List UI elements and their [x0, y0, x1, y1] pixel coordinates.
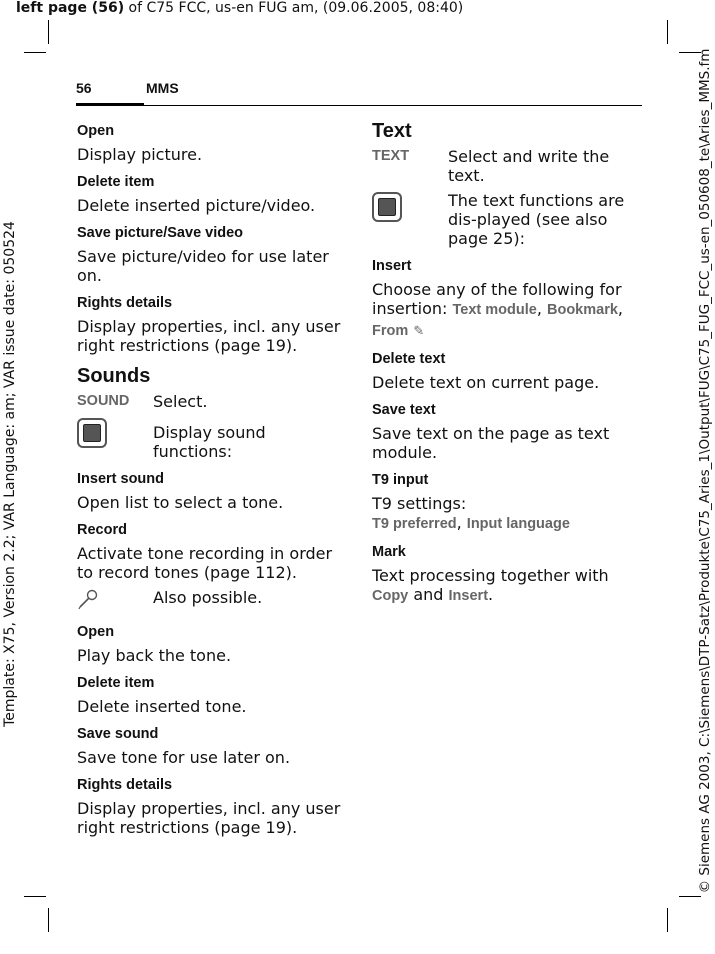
navigation-key-icon: [372, 192, 402, 222]
crop-mark: [679, 896, 701, 897]
softkey-label: SOUND: [77, 393, 130, 409]
section-heading-sounds: Sounds: [77, 365, 151, 387]
print-header-bold: left page (56): [16, 0, 125, 16]
item-text: T9 settings: T9 preferred, Input language: [372, 494, 570, 532]
option-text-module: Text module: [452, 302, 537, 318]
item-title: Record: [77, 522, 127, 538]
item-title: Open: [77, 624, 115, 640]
template-info-text: Template: X75, Version 2.2; VAR Language: am; VAR issue date: 050524: [2, 221, 18, 727]
page-title: MMS: [146, 80, 179, 96]
softkey-text: Select.: [153, 392, 208, 411]
item-title: Rights details: [77, 295, 173, 311]
print-header: [16, 0, 463, 16]
header-rule: [144, 105, 642, 106]
item-text: Delete inserted picture/video.: [77, 196, 316, 215]
navkey-text: Display sound functions:: [153, 423, 266, 461]
navkey-row: [77, 417, 342, 461]
item-text: Delete inserted tone.: [77, 697, 247, 716]
item-text: Display properties, incl. any user right restrictions (page 19).: [77, 799, 341, 837]
page-header: [76, 80, 642, 106]
crop-mark: [48, 20, 49, 44]
option-bookmark: Bookmark: [546, 302, 618, 318]
pen-icon: ✎: [413, 324, 425, 339]
navkey-text: The text functions are dis-played (see also page 25):: [448, 191, 625, 248]
crop-mark: [24, 896, 46, 897]
item-title: Save picture/Save video: [77, 225, 244, 241]
option-input-language: Input language: [466, 516, 570, 532]
softkey-text: Select and write the text.: [448, 147, 610, 185]
item-text: Play back the tone.: [77, 646, 232, 665]
option-t9-preferred: T9 preferred: [372, 516, 457, 532]
item-text: Display properties, incl. any user right restrictions (page 19).: [77, 317, 341, 355]
crop-mark: [48, 908, 49, 932]
crop-mark: [24, 52, 46, 53]
option-insert: Insert: [448, 588, 489, 604]
right-column: [372, 122, 642, 606]
item-title: Delete item: [77, 675, 155, 691]
section-heading-text: Text: [372, 120, 412, 142]
header-rule-thick: [76, 103, 144, 106]
item-title: T9 input: [372, 472, 429, 488]
print-header-rest: of C75 FCC, us-en FUG am, (09.06.2005, 08:40): [124, 0, 464, 16]
item-text: Display picture.: [77, 145, 203, 164]
softkey-label: TEXT: [372, 148, 410, 164]
item-title: Delete text: [372, 351, 446, 367]
item-title: Open: [77, 123, 115, 139]
mark-text: Text processing together with: [372, 566, 609, 585]
item-text: Text processing together with Copy and Insert.: [372, 566, 609, 604]
item-title: Save text: [372, 402, 436, 418]
file-path-text: © Siemens AG 2003, C:\Siemens\DTP-Satz\Produkte\C75_Aries_1\Output\FUG\C75_FUG_FCC_us-en_050608_te\Aries_MMS.fm: [697, 48, 713, 894]
item-text: Open list to select a tone.: [77, 493, 284, 512]
item-title: Insert: [372, 258, 412, 274]
item-text: Choose any of the following for insertion: Text module, Bookmark, From ✎: [372, 280, 623, 339]
microphone-row: [77, 588, 342, 614]
crop-mark: [667, 20, 668, 44]
left-column: [77, 122, 342, 837]
item-title: Delete item: [77, 174, 155, 190]
item-text: Delete text on current page.: [372, 373, 600, 392]
crop-mark: [667, 908, 668, 932]
softkey-row: [372, 147, 642, 185]
microphone-icon: [77, 588, 99, 610]
insert-text: Choose any of the following for insertion:: [372, 280, 622, 318]
navigation-key-icon: [77, 418, 107, 448]
option-copy: Copy: [372, 588, 409, 604]
item-text: Save tone for use later on.: [77, 748, 291, 767]
item-text: Save picture/video for use later on.: [77, 247, 329, 285]
navkey-row: [372, 191, 642, 248]
t9-text: T9 settings:: [372, 494, 467, 513]
option-from: From: [372, 323, 409, 339]
page-number: 56: [76, 80, 92, 96]
item-text: Activate tone recording in order to record tones (page 112).: [77, 544, 333, 582]
item-title: Mark: [372, 544, 406, 560]
item-title: Insert sound: [77, 471, 165, 487]
item-title: Rights details: [77, 777, 173, 793]
item-text: Save text on the page as text module.: [372, 424, 610, 462]
item-title: Save sound: [77, 726, 159, 742]
softkey-row: [77, 392, 342, 411]
microphone-text: Also possible.: [153, 588, 263, 607]
